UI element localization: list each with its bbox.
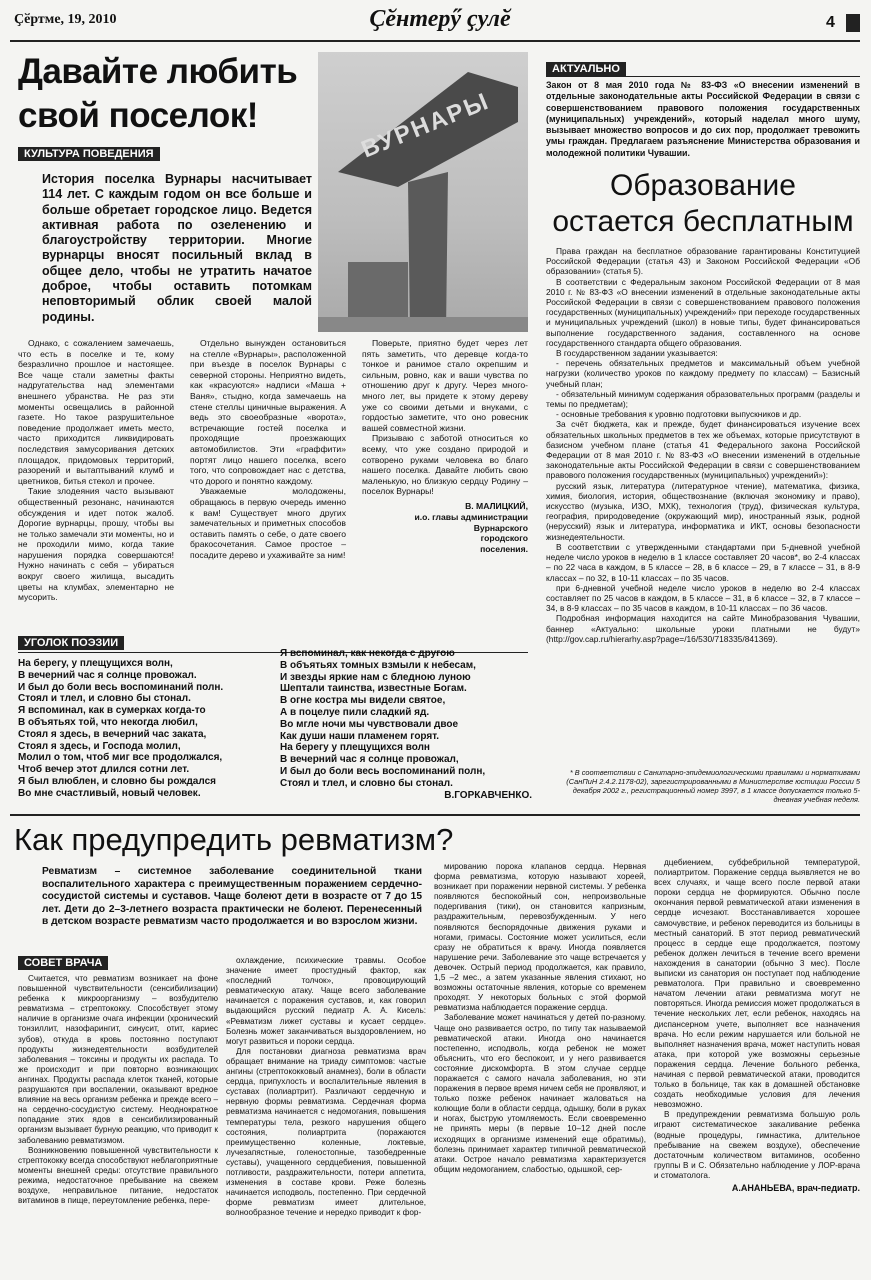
article2-lead: Закон от 8 мая 2010 года № 83-ФЗ «О внесении изменений в отдельные законодательные акты Российской Федерации в связи с совершенствованием правового положения государственных (муниципальных) учреждений», который наделал много шуму, вызывает множество вопросов и до сих пор, продолжает тревожить умы граждан. Предлагаем разъяснение Министерства образования и молодежной политики Чувашии.	[546, 80, 860, 158]
article3-column-3	[434, 862, 646, 1175]
section-divider	[10, 814, 860, 816]
article1-paragraph: Отдельно вынужден остановиться на стелле «Вурнары», расположенной при въезде в поселок Вурнары с северной стороны. Неприятно видеть, как «красуются» надписи «Маша + Ваня», стыдно, когда замечаешь на стене стеллы циничные выражения. А ведь это своеобразные «ворота», встречающие гостей поселка и проходящие проезжающих автомобилистов. Эти «граффити» портят лицо нашего поселка, всего того, что сопровождает нас с детства, что дорого и понятно каждому.	[190, 338, 346, 486]
page-number-marker	[846, 14, 860, 32]
article1-paragraph: Уважаемые молодожены, обращаюсь в первую очередь именно к вам! Существует много других замечательных и приметных способов оставить память о себе, о дате своего бракосочетания. Самое простое – посадите дерево и ухаживайте за ним!	[190, 486, 346, 560]
article3-paragraph: Возникновению повышенной чувствительности к стрептококку всегда способствуют неблагоприятные моменты внешней среды: отсутствие правильного режима, недостаточное пребывание на свежем воздухе, неправильное питание, недостаток витаминов в пище, переутомление ребенка, пере-	[18, 1145, 218, 1206]
poem-line: Стоял я здесь, и Господа молил,	[18, 740, 181, 752]
poem-line: И был до боли весь воспоминаний полн,	[280, 765, 486, 777]
article2-paragraph: - обязательный минимум содержания образовательных программ (разделы и темы по предметам);	[546, 388, 860, 410]
article1-lead: История поселка Вурнары насчитывает 114 лет. С каждым годом он все больше и больше обретает городское лицо. Ведется активная работа по озеленению и благоустройству территории. Многие вурнарцы вносят посильный вклад в общее дело, чтобы не утратить начатое доброе, чтобы оставить потомкам неповторимый облик своей малой родины.	[42, 172, 312, 324]
article1-paragraph: Однако, с сожалением замечаешь, что есть в поселке и те, кому безразлично прошлое и настоящее. Все чаще стали заметны факты надругательства над элементами внешнего убранства. Не раз эти моменты освещались в районной газете. Но такое разрушительное поведение продолжает иметь место, часто приходится ликвидировать последствия замусоривания детских площадок, придомовых территорий, разорений и вытаптываний клумб и цветников, битья стекол и прочее.	[18, 338, 174, 486]
poem-line: В вечерний час я солнце провожал.	[18, 669, 197, 681]
poem-left-column	[18, 658, 278, 800]
article3-column-2	[226, 956, 426, 1218]
stele-illustration	[318, 52, 528, 332]
article3-paragraph: В предупреждении ревматизма большую роль играют систематическое закаливание ребенка (водные процедуры, гимнастика, длительное пребывание на свежем воздухе), обеспечение достаточным количеством витаминов, особенно группы В и С. Обязательно наблюдение у ЛОР-врача и стоматолога.	[654, 1110, 860, 1180]
poem-line: Я вспоминал, как в сумерках когда-то	[18, 705, 206, 717]
poem-line: В объятьях той, что некогда любил,	[18, 716, 198, 728]
article1-column-1	[18, 338, 174, 603]
poem-line: И звезды яркие нам с бледною луною	[280, 671, 471, 683]
article3-paragraph: охлаждение, психические травмы. Особое значение имеет простудный фактор, как «последний толчок», провоцирующий ревматическую атаку. Чаще всего заболевание начинается с поражения суставов, и, как говорил выдающийся русский педиатр А. А. Кисель: «Ревматизм лижет суставы и кусает сердце». Болезнь может заканчиваться выздоровлением, но могут развиться и пороки сердца.	[226, 956, 426, 1046]
article2-paragraph: Права граждан на бесплатное образование гарантированы Конституцией Российской Федерации (статья 43) и Законом Российской Федерации «Об образовании» (статья 5).	[546, 246, 860, 277]
article1-column-3	[362, 338, 528, 555]
poem-line: В объятьях томных взмыли к небесам,	[280, 659, 476, 671]
poem-line: Стоял я здесь, в вечерний час заката,	[18, 728, 207, 740]
article3-author: А.АНАНЬЕВА, врач-педиатр.	[731, 1183, 860, 1193]
article3-title: Как предупредить ревматизм?	[14, 822, 454, 857]
article2-rubric: АКТУАЛЬНО	[546, 62, 626, 76]
photo-stele-sign: ВУРНАРЫ	[357, 87, 494, 164]
page-number: 4	[826, 14, 835, 31]
poem-line: Во мгле ночи мы чувствовали двое	[280, 718, 459, 730]
article3-paragraph: Для постановки диагноза ревматизма врач обращает внимание на триаду симптомов: частые ангины (стрептококковый анамнез), боли в области сердца, припухлость и воспалительные явления в суставах (полиартрит). Различают сердечную и нервную формы ревматизма. Сердечная форма ревматизма начинается с недомогания, повышения температуры тела, резкого нарушения общего состояния, полиартрита (поражаются преимущественно коленные, локтевые, лучезапястные, голеностопные, тазобедренные суставы), учащенного сердцебиения, повышенной потливости, раздражительности, потери аппетита, изменения в составе крови. Реже болезнь начинается исподволь, постепенно. При сердечной форме ревматизм имеет длительное, волнообразное течение и нередко приводит к фор-	[226, 1046, 426, 1218]
article2-paragraph: русский язык, литература (литературное чтение), математика, физика, химия, биология, история, обществознание (включая экономику и право), искусство (музыка, ИЗО, МХК), технология (труд), физическая культура, география, природоведение (окружающий мир), иностранный язык, родной (нерусский) язык и литература, информатика и ИКТ, основы безопасности жизнедеятельности.	[546, 480, 860, 542]
article2-footnote: * В соответствии с Санитарно-эпидемиологическими правилами и нормативами (СанПиН 2.4.2.1178-02), зарегистрированными в Министерстве юстиции России 5 декабря 2002 г., регистрационный номер 3997, в 1 классе допускается только 5-дневная учебная неделя.	[566, 768, 860, 804]
article3-rubric: СОВЕТ ВРАЧА	[18, 956, 108, 970]
issue-date: Ҫӗртме, 19, 2010	[14, 12, 117, 27]
header-rule	[10, 40, 860, 42]
poetry-rubric: УГОЛОК ПОЭЗИИ	[18, 636, 124, 650]
poem-right-column	[280, 648, 532, 801]
article1-photo	[318, 52, 528, 332]
article1-column-2	[190, 338, 346, 560]
poem-line: Стоял и тлел, и словно бы стонал.	[18, 693, 191, 705]
article2-paragraph: при 6-дневной учебной неделе число уроков в неделю во 2-4 классах составляет по 25 часов в каждом, в 5 классе – 31, в 6 классе – 32, в 7 классе – 34, в 8-9 классах – по 35 часов в каждом, в 10-11 классах – по 36 часов.	[546, 582, 860, 614]
article1-rubric: КУЛЬТУРА ПОВЕДЕНИЯ	[18, 147, 160, 161]
poem-line: Стоял и тлел, и словно бы стонал.	[280, 777, 453, 789]
article1-paragraph: Призываю с заботой относиться ко всему, что уже создано природой и сотворено руками человека во благо нашего поселка. Давайте любить свою маленькую, но близкую сердцу Родину – поселок Вурнары!	[362, 433, 528, 497]
poem-line: Во мне счастливый, новый человек.	[18, 787, 201, 799]
article3-paragraph: дцебиением, субфебрильной температурой, полиартритом. Поражение сердца выявляется не во всех случаях, и чаще всего после первой атаки пороки сердца не формируются. Обычно после окончания первой ревматической атаки изменения в сердце исчезают. Восстанавливается хорошее самочувствие, и ребенок переводится из больницы в местный санаторий. В этот период ревматический процесс в сердце еще продолжается, поэтому ребенок должен лечиться в течение всего времени нахождения в санатории (обычно 3 мес). После выписки из санатория он поступает под наблюдение ревматолога. При правильно и своевременно начатом лечении атаки ревматизма могут не повторяться. Иногда ремиссия может продолжаться в течение нескольких лет, если ребенок, находясь на диспансерном учете, выполняет все назначения врача. Но если режим нарушается или больной не выполняет назначения врача, может наступить новая атака, при которой уже возможны серьезные поражения сердца. Лечение больного ребенка, начиная с первой ревматической атаки, проводится только в больнице, так как в домашней обстановке создать необходимые условия для лечения невозможно.	[654, 858, 860, 1110]
article2-body	[546, 246, 860, 644]
poem-line: Я вспоминал, как некогда с другою	[280, 648, 455, 659]
article3-paragraph: Считается, что ревматизм возникает на фоне повышенной чувствительности (сенсибилизации) ребенка к микроорганизму – возбудителю ревматизма – стрептококку. Способствует этому наличие в организме очага инфекции (хронический тонзиллит, назофарингит, синусит, отит, кариес зубов), откуда в кровь постоянно поступают продукты жизнедеятельности возбудителей заболевания – токсины и продукты их распада. То же происходит и при повторно возникающих ангинах. Продукты распада клеток тканей, которые разрушаются при воспалении, оказывают вредное влияние на весь организм ребенка и прежде всего – на сердечно-сосудистую систему. Неоднократное попадание этих ядов в сенсибилизированный организм вызывает бурную реакцию, что приводит к заболеванию ревматизмом.	[18, 974, 218, 1145]
article2-paragraph: В соответствии с утвержденными стандартами при 5-дневной учебной неделе число уроков в неделю в 1 классе составляет 20 часов*, во 2-4 классах – по 22 часа в каждом, в 5 классе – 28, в 6 классе – 29, в 7 классе – 31, в 8-9 классах – по 32, в 10-11 классах – по 35 часов.	[546, 541, 860, 583]
article1-title: Давайте любить свой поселок!	[18, 52, 298, 135]
article2-title-line: остается бесплатным	[552, 205, 854, 238]
poem-line: Как души наши пламенем горят.	[280, 730, 440, 742]
article2-paragraph: В государственном задании указывается:	[556, 348, 718, 359]
article3-column-1	[18, 974, 218, 1206]
article1-signature: В. МАЛИЦКИЙ, и.о. главы администрации Вурнарского городского поселения.	[414, 500, 528, 555]
poem-author: В.ГОРКАВЧЕНКО.	[444, 789, 532, 801]
article2-rule	[546, 76, 860, 77]
poem-line: Молил о том, чтоб миг все продолжался,	[18, 752, 223, 764]
article3-lead: Ревматизм – системное заболевание соединительной ткани воспалительного характера с преимущественным поражением сердечно-сосудистой системы и суставов. Чаще болеют дети в возрасте от 7 до 15 лет. Дети до 2–3-летнего возраста практически не болеют. Перенесенный в детском возрасте ревматизм часто продолжается и во взрослом жизни.	[42, 866, 422, 928]
article2-paragraph: - перечень обязательных предметов и максимальный объем учебной нагрузки (количество уроков по каждому предмету по классам) – Базисный учебный план;	[546, 358, 860, 389]
poem-line: Я был влюблен, и словно бы рождался	[18, 775, 216, 787]
poem-line: Чтоб вечер этот длился сотни лет.	[18, 764, 190, 776]
poem-line: На берегу у плещущихся волн	[280, 742, 430, 754]
article3-paragraph: Заболевание может начинаться у детей по-разному. Чаще оно развивается остро, по типу так называемой ревматической атаки. Иногда оно начинается постепенно, исподволь, когда ребенок не может объяснить, что его беспокоит, и у него развивается состояние дискомфорта. В этом случае сердце поражается с самого начала заболевания, но эти поражения в первое время ничем себя не проявляют, и только позже ребенок начинает жаловаться на колющие боли в области сердца, одышку, боли в руках и ногах, быструю утомляемость. Если своевременно не принять меры (в первые 10–12 дней после исходящих в организме изменений еще обратимы), болезнь принимает характер типичной ревматической атаки. Острое начало ревматизма характеризуется общим недомоганием, слабостью, одышкой, сер-	[434, 1013, 646, 1174]
masthead: Ҫӗнтерӳ ҫулӗ	[369, 6, 511, 32]
poem-line: А в поцелуе пили сладкий яд.	[280, 706, 430, 718]
article2-paragraph: В соответствии с Федеральным законом Российской Федерации от 8 мая 2010 г. № 83-ФЗ «О внесении изменений в отдельные законодательные акты Российской Федерации в связи с совершенствованием правового положения государственных (муниципальных) учреждений» при переходе государственных и муниципальных учреждений (школ) в новые типы, будет финансироваться выполнение государственного задания, составленного на основе государственного стандарта общего образования.	[546, 276, 860, 348]
poem-line: На берегу, у плещущихся волн,	[18, 658, 173, 669]
article2-paragraph: - основные требования к уровню подготовки выпускников и др.	[556, 409, 802, 420]
article2-paragraph: Подробная информация находится на сайте Минобразования Чувашии, баннер «Актуально: школьные уроки платными не будут» (http://gov.cap.ru/hierarhy.asp?page=/16/530/718335/841369).	[546, 613, 860, 644]
poem-line: И был до боли весь воспоминаний полн.	[18, 681, 224, 693]
article2-title-line: Образование	[610, 169, 796, 202]
article2-title	[546, 168, 860, 240]
article1-paragraph: Поверьте, приятно будет через лет пять заметить, что деревце когда-то тонкое и ранимое стало окрепшим и сильным, ровно, как и ваши чувства по отношению друг к другу. Через много-много лет, вы придете к этому дереву уже со своими детьми и внуками, с гордостью заметите, что оно ровесник вашей совместной жизни.	[362, 338, 528, 433]
article2-paragraph: За счёт бюджета, как и прежде, будет финансироваться изучение всех обязательных школьных предметов в тех же объемах, которые присутствуют в базисном учебном плане (статья 41 Федерального закона Российской Федерации от 8 мая 2010 г. № 83-ФЗ «О внесении изменений в отдельные законодательные акты Российской Федерации в связи с совершенствованием правового положения государственных (муниципальных) учреждений»):	[546, 419, 860, 481]
article3-column-4	[654, 858, 860, 1193]
article1-paragraph: Такие злодеяния часто вызывают общественный резонанс, начинаются обсуждения и идет поток жалоб. Дорогие вурнарцы, прошу, чтобы вы не только замечали эти моменты, но и не проходили мимо, когда такие нарушения порядка совершаются! Нужно начинать с себя – убираться вокруг своего жилища, высадить цветы на клумбах, элементарно не мусорить.	[18, 486, 174, 603]
poem-line: В огне костра мы видели святое,	[280, 695, 446, 707]
article3-paragraph: мированию порока клапанов сердца. Нервная форма ревматизма, которую называют хореей, возникает при поражении нервной системы. У ребенка появляются беспокойный сон, непроизвольные подергивания (тики), он становится капризным, раздражительным, перевозбужденным. У него появляются беспорядочные движения руками и ногами, гримасы. Состояние может усилиться, если сразу не обратиться к врачу. Иногда появляется нарушение речи. Заболевание это чаще встречается у девочек. Острый период продолжается, как правило, 1,5 –2 мес., а затем указанные явления стихают, но возможны остаточные явления, которые со временем проходят. У некоторых больных с этой формой ревматизма наблюдается поражение сердца.	[434, 862, 646, 1013]
poem-line: В вечерний час я солнце провожал,	[280, 754, 459, 766]
poem-line: Шептали таинства, известные Богам.	[280, 683, 467, 695]
